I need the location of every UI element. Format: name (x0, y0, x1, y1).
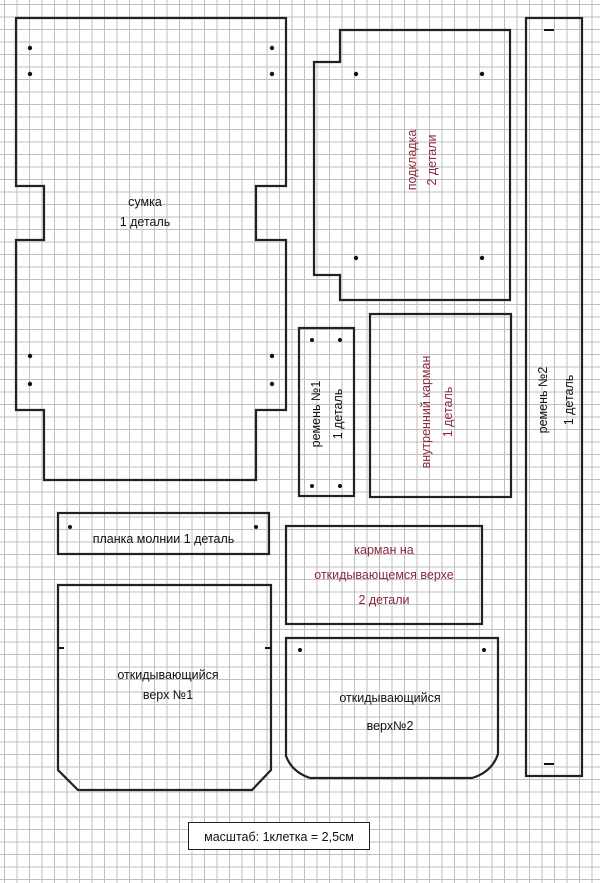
label-podkladka (402, 130, 442, 191)
mark-dot (480, 72, 484, 76)
label-podkladka-line1: подкладка (405, 129, 419, 191)
label-remen2 (530, 367, 582, 434)
mark-dot (354, 72, 358, 76)
label-sumka (100, 192, 190, 232)
label-planka-molnii-line1: планка молнии 1 деталь (92, 532, 235, 546)
label-verh1 (98, 665, 238, 705)
mark-dot (338, 484, 342, 488)
mark-dot (310, 484, 314, 488)
label-remen1-line2: 1 деталь (331, 388, 345, 440)
label-karman-verh-line1: карман на (354, 543, 414, 557)
label-vnutrenniy-karman-line2: 1 деталь (441, 386, 455, 438)
label-remen1 (305, 381, 349, 448)
label-vnutrenniy-karman (415, 356, 459, 469)
mark-dot (270, 382, 274, 386)
label-verh2-line2: верх№2 (366, 719, 414, 733)
mark-dot (28, 46, 32, 50)
mark-dot (482, 648, 486, 652)
label-planka-molnii (58, 529, 269, 549)
mark-dot (338, 338, 342, 342)
mark-dot (28, 382, 32, 386)
label-verh1-line1: откидывающийся (117, 668, 219, 682)
mark-dot (354, 256, 358, 260)
mark-dot (270, 354, 274, 358)
mark-dot (298, 648, 302, 652)
label-karman-verh-line2: откидывающемся верхе (314, 568, 454, 582)
label-verh2 (320, 684, 460, 740)
label-karman-verh-line3: 2 детали (358, 593, 410, 607)
label-vnutrenniy-karman-line1: внутренний карман (419, 355, 433, 469)
label-karman-verh (286, 538, 482, 613)
label-remen1-line1: ремень №1 (309, 380, 323, 448)
scale-label: масштаб: 1клетка = 2,5см (188, 822, 370, 850)
label-remen2-line1: ремень №2 (536, 366, 550, 434)
mark-dot (480, 256, 484, 260)
mark-dot (28, 72, 32, 76)
mark-dot (310, 338, 314, 342)
label-podkladka-line2: 2 детали (425, 134, 439, 186)
label-verh1-line2: верх №1 (142, 688, 194, 702)
label-verh2-line1: откидывающийся (339, 691, 441, 705)
piece-sumka-outline (16, 18, 286, 480)
mark-dot (28, 354, 32, 358)
label-remen2-line2: 1 деталь (562, 374, 576, 426)
mark-dot (270, 46, 274, 50)
label-sumka-line2: 1 деталь (119, 215, 171, 229)
mark-dot (270, 72, 274, 76)
label-sumka-line1: сумка (128, 195, 162, 209)
